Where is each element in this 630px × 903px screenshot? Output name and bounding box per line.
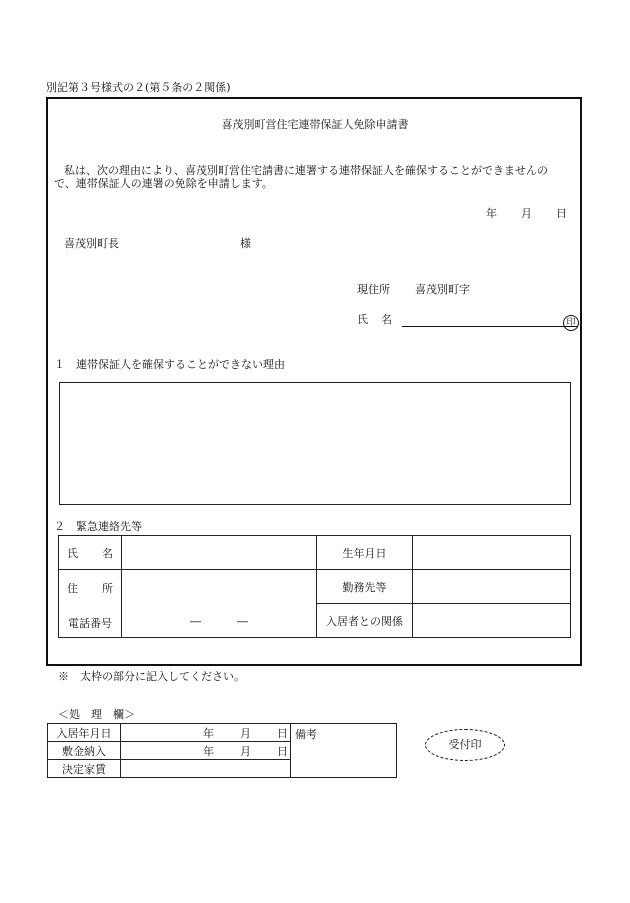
contact-address-phone-field[interactable] — [122, 570, 317, 638]
seal-icon: 印 — [563, 315, 579, 331]
section2-title: ２ 緊急連絡先等 — [54, 520, 142, 533]
processing-table — [47, 723, 397, 778]
remarks-cell — [291, 724, 397, 778]
addressee-honorific: 様 — [240, 237, 251, 250]
move-in-date-label: 入居年月日 — [48, 724, 121, 742]
deposit-month: 月 — [240, 744, 251, 758]
reason-textarea[interactable] — [59, 382, 571, 505]
date-month-label: 月 — [521, 207, 532, 220]
form-reference: 別記第３号様式の２(第５条の２関係) — [46, 81, 231, 94]
phone-label: 電話番号 — [68, 617, 112, 630]
seal-mark — [563, 310, 579, 331]
move-in-year: 年 — [203, 726, 214, 740]
relation-field[interactable] — [413, 604, 571, 638]
name-label-2: 名 — [381, 313, 392, 326]
deposit-label: 敷金納入 — [48, 742, 121, 760]
section1-title: １ 連帯保証人を確保することができない理由 — [54, 358, 285, 371]
contact-address-label-1: 住 — [67, 582, 78, 595]
note-text: ※ 太枠の部分に記入してください。 — [58, 670, 245, 683]
address-value[interactable]: 喜茂別町字 — [415, 283, 470, 296]
move-in-date-field — [121, 724, 291, 742]
contact-name-label-1: 氏 — [67, 546, 78, 560]
contact-address-label-2: 所 — [102, 582, 113, 595]
rent-label: 決定家賃 — [48, 760, 121, 778]
reception-stamp-label: 受付印 — [448, 738, 482, 751]
rent-field — [121, 760, 291, 778]
deposit-year: 年 — [203, 744, 214, 758]
move-in-month: 月 — [240, 726, 251, 740]
document-title: 喜茂別町営住宅連帯保証人免除申請書 — [221, 118, 409, 131]
contact-address-phone-cell — [59, 570, 122, 638]
date-day-label: 日 — [556, 207, 567, 220]
contact-name-label-cell — [59, 536, 122, 570]
birth-label: 生年月日 — [317, 536, 413, 570]
date-year-label: 年 — [486, 207, 497, 220]
phone-dash-1: ― — [190, 615, 201, 628]
body-text-line-1: 私は、次の理由により、喜茂別町営住宅請書に連署する連帯保証人を確保することができませんの — [64, 164, 548, 177]
body-text-line-2: で、連帯保証人の連署の免除を申請します。 — [54, 177, 273, 190]
phone-dash-2: ― — [237, 615, 248, 628]
birth-field[interactable] — [413, 536, 571, 570]
work-field[interactable] — [413, 570, 571, 604]
deposit-day: 日 — [277, 744, 288, 758]
addressee-name: 喜茂別町長 — [64, 237, 119, 250]
emergency-contact-table — [58, 535, 571, 638]
name-field-line[interactable] — [402, 326, 577, 327]
name-label-1: 氏 — [357, 313, 368, 326]
processing-title: ＜処 理 欄＞ — [58, 708, 135, 721]
relation-label: 入居者との関係 — [317, 604, 413, 638]
deposit-date-field — [121, 742, 291, 760]
work-label: 勤務先等 — [317, 570, 413, 604]
remarks-label: 備考 — [295, 728, 317, 741]
move-in-day: 日 — [277, 726, 288, 740]
contact-name-field[interactable] — [122, 536, 317, 570]
contact-name-label-2: 名 — [102, 546, 113, 560]
address-label: 現住所 — [357, 283, 390, 296]
